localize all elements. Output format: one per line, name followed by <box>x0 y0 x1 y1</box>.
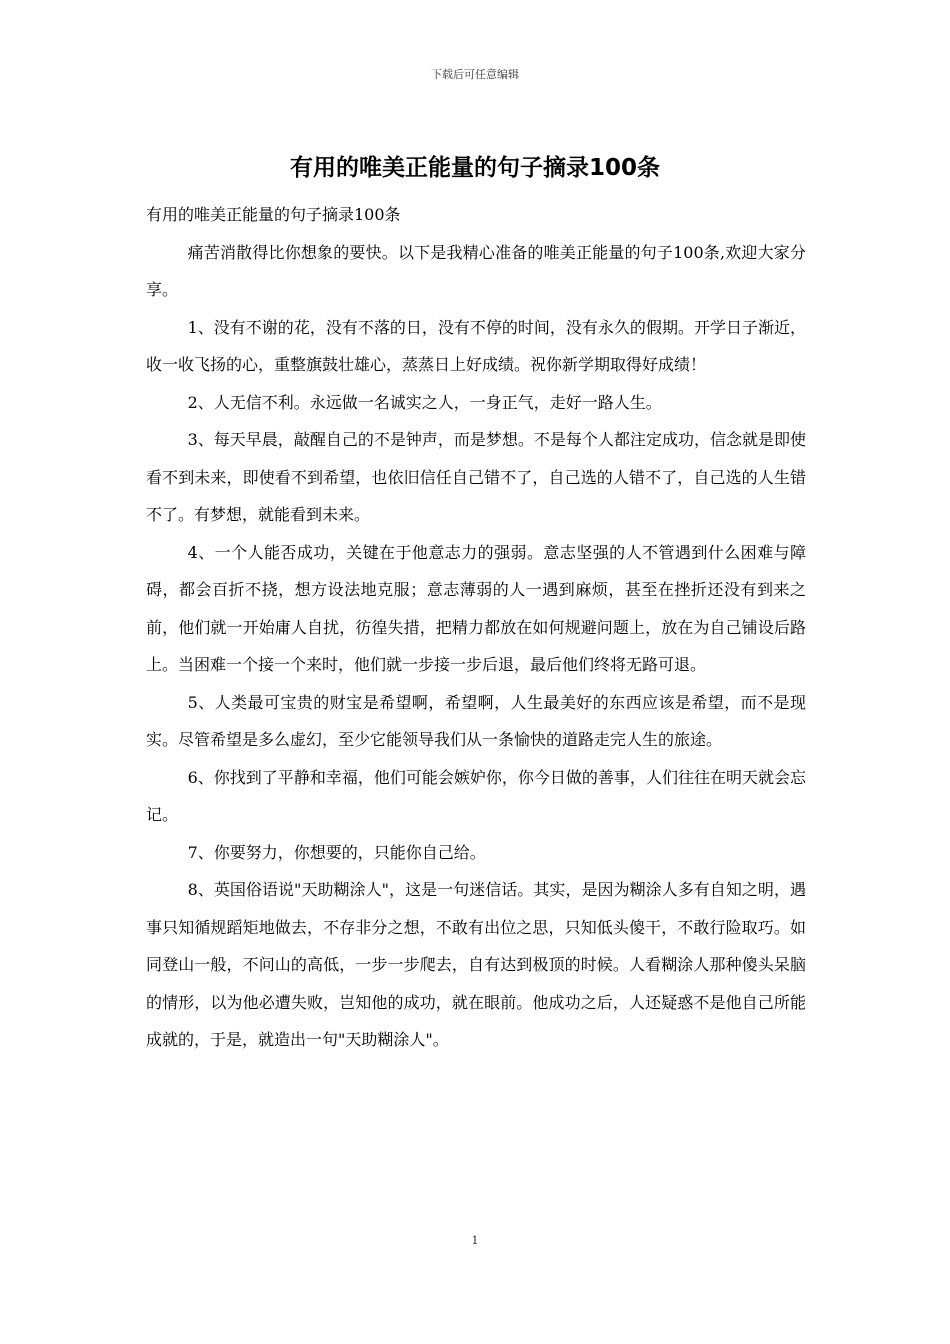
quote-paragraph-3: 3、每天早晨，敲醒自己的不是钟声，而是梦想。不是每个人都注定成功，信念就是即使看不到未来，即使看不到希望，也依旧信任自己错不了，自己选的人错不了，自己选的人生错不了。有梦想，就能看到未来。 <box>146 430 806 524</box>
document-body <box>146 196 806 1059</box>
subtitle-line: 有用的唯美正能量的句子摘录100条 <box>146 205 401 224</box>
quote-paragraph-2: 2、人无信不利。永远做一名诚实之人，一身正气，走好一路人生。 <box>187 392 662 412</box>
page-number: 1 <box>471 1234 479 1247</box>
intro-paragraph: 痛苦消散得比你想象的要快。以下是我精心准备的唯美正能量的句子100条,欢迎大家分享。 <box>146 242 806 299</box>
document-title: 有用的唯美正能量的句子摘录100条 <box>289 155 660 181</box>
quote-paragraph-8: 8、英国俗语说"天助糊涂人"，这是一句迷信话。其实，是因为糊涂人多有自知之明，遇事只知循规蹈矩地做去，不存非分之想，不敢有出位之思，只知低头傻干，不敢行险取巧。如同登山一般，不问山的高低，一步一步爬去，自有达到极顶的时候。人看糊涂人那种傻头呆脑的情形，以为他必遭失败，岂知他的成功，就在眼前。他成功之后，人还疑惑不是他自己所能成就的，于是，就造出一句"天助糊涂人"。 <box>146 880 806 1049</box>
quote-paragraph-1: 1、没有不谢的花，没有不落的日，没有不停的时间，没有永久的假期。开学日子渐近，收一收飞扬的心，重整旗鼓壮雄心，蒸蒸日上好成绩。祝你新学期取得好成绩！ <box>146 317 806 374</box>
quote-paragraph-6: 6、你找到了平静和幸福，他们可能会嫉妒你，你今日做的善事，人们往往在明天就会忘记。 <box>146 767 806 824</box>
quote-paragraph-4: 4、一个人能否成功，关键在于他意志力的强弱。意志坚强的人不管遇到什么困难与障碍，都会百折不挠，想方设法地克服；意志薄弱的人一遇到麻烦，甚至在挫折还没有到来之前，他们就一开始庸人自扰，彷徨失措，把精力都放在如何规避问题上，放在为自己铺设后路上。当困难一个接一个来时，他们就一步接一步后退，最后他们终将无路可退。 <box>146 542 806 674</box>
page-header: 下载后可任意编辑 <box>431 68 519 81</box>
quote-paragraph-7: 7、你要努力，你想要的，只能你自己给。 <box>187 842 486 862</box>
quote-paragraph-5: 5、人类最可宝贵的财宝是希望啊，希望啊，人生最美好的东西应该是希望，而不是现实。尽管希望是多么虚幻，至少它能领导我们从一条愉快的道路走完人生的旅途。 <box>146 692 806 749</box>
